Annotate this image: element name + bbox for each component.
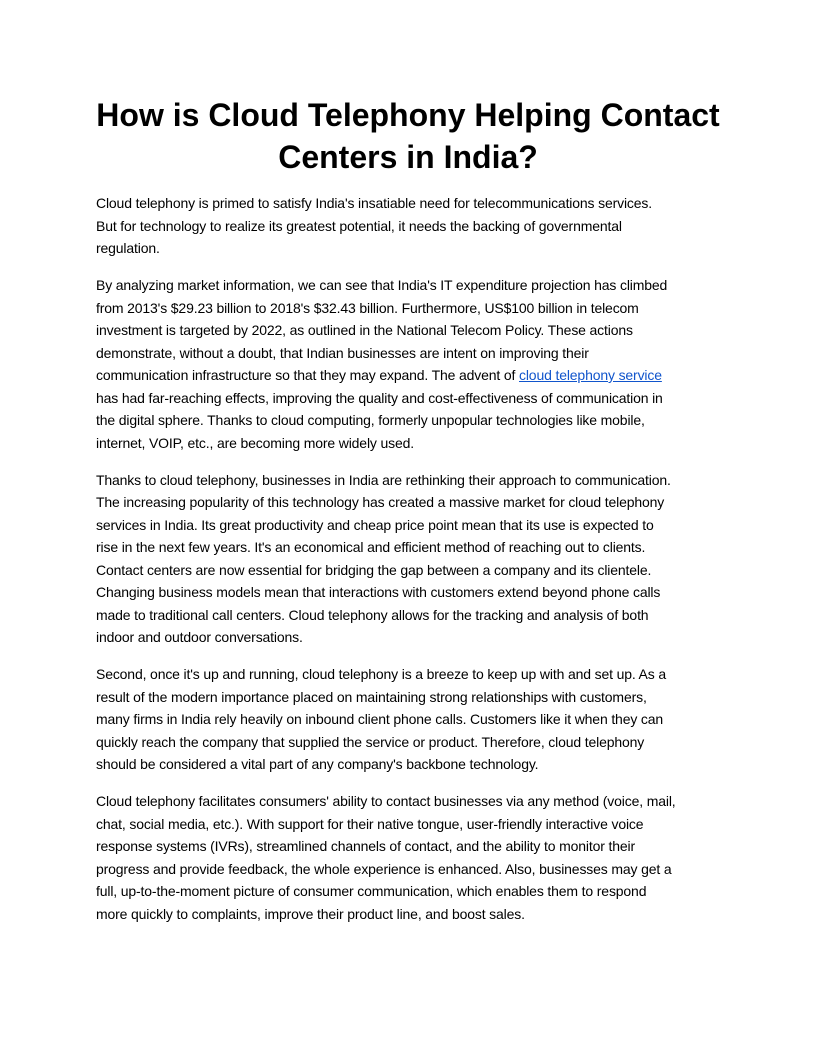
- text-line: from 2013's $29.23 billion to 2018's $32.43 billion. Furthermore, US$100 billion in telecom: [96, 299, 639, 316]
- text-line: full, up-to-the-moment picture of consumer communication, which enables them to respond: [96, 883, 647, 899]
- text-line: But for technology to realize its greatest potential, it needs the backing of governmental: [96, 217, 622, 234]
- paragraph-4: [96, 663, 736, 776]
- text-line: Cloud telephony facilitates consumers' ability to contact businesses via any method (voice, mail,: [96, 793, 676, 809]
- text-line: should be considered a vital part of any company's backbone technology.: [96, 756, 539, 772]
- text-segment: communication infrastructure so that they may expand. The advent of: [96, 367, 519, 383]
- text-line: [96, 364, 736, 387]
- text-line: Cloud telephony is primed to satisfy India's insatiable need for telecommunications services.: [96, 195, 653, 211]
- text-line: demonstrate, without a doubt, that Indian businesses are intent on improving their: [96, 344, 589, 361]
- text-line: result of the modern importance placed on maintaining strong relationships with customers,: [96, 688, 647, 705]
- title-line: How is Cloud Telephony Helping Contact: [96, 97, 720, 133]
- text-line: services in India. Its great productivity and cheap price point mean that its use is expected to: [96, 516, 654, 533]
- title-line: Centers in India?: [278, 139, 538, 175]
- text-line: Second, once it's up and running, cloud telephony is a breeze to keep up with and set up. As a: [96, 666, 666, 682]
- text-line: indoor and outdoor conversations.: [96, 629, 303, 645]
- text-line: the digital sphere. Thanks to cloud computing, formerly unpopular technologies like mobile,: [96, 412, 645, 428]
- paragraph-2: [96, 274, 736, 454]
- text-line: investment is targeted by 2022, as outlined in the National Telecom Policy. These actions: [96, 322, 633, 338]
- text-line: many firms in India rely heavily on inbound client phone calls. Customers like it when they can: [96, 711, 664, 727]
- text-line: response systems (IVRs), streamlined channels of contact, and the ability to monitor their: [96, 838, 635, 854]
- cloud-telephony-service-link[interactable]: cloud telephony service: [519, 367, 662, 383]
- text-line: Thanks to cloud telephony, businesses in India are rethinking their approach to communication.: [96, 471, 671, 488]
- text-line: Changing business models mean that interactions with customers extend beyond phone calls: [96, 584, 661, 600]
- text-line: The increasing popularity of this technology has created a massive market for cloud telephony: [96, 494, 665, 510]
- text-line: progress and provide feedback, the whole experience is enhanced. Also, businesses may get a: [96, 860, 672, 877]
- paragraph-3: [96, 469, 736, 649]
- text-line: Contact centers are now essential for bridging the gap between a company and its clientele.: [96, 561, 652, 578]
- text-line: regulation.: [96, 240, 160, 256]
- paragraph-5: [96, 790, 736, 925]
- article-body: [96, 192, 736, 940]
- text-line: chat, social media, etc.). With support for their native tongue, user-friendly interactive voice: [96, 815, 644, 832]
- text-line: has had far-reaching effects, improving the quality and cost-effectiveness of communication in: [96, 389, 663, 406]
- paragraph-1: [96, 192, 736, 260]
- page-title: [60, 94, 756, 178]
- text-line: quickly reach the company that supplied the service or product. Therefore, cloud telephony: [96, 733, 645, 750]
- text-line: rise in the next few years. It's an economical and efficient method of reaching out to clients.: [96, 539, 646, 555]
- text-line: more quickly to complaints, improve their product line, and boost sales.: [96, 905, 525, 922]
- text-line: made to traditional call centers. Cloud telephony allows for the tracking and analysis of both: [96, 606, 649, 623]
- text-line: By analyzing market information, we can see that India's IT expenditure projection has climbed: [96, 277, 668, 293]
- text-line: internet, VOIP, etc., are becoming more widely used.: [96, 434, 414, 451]
